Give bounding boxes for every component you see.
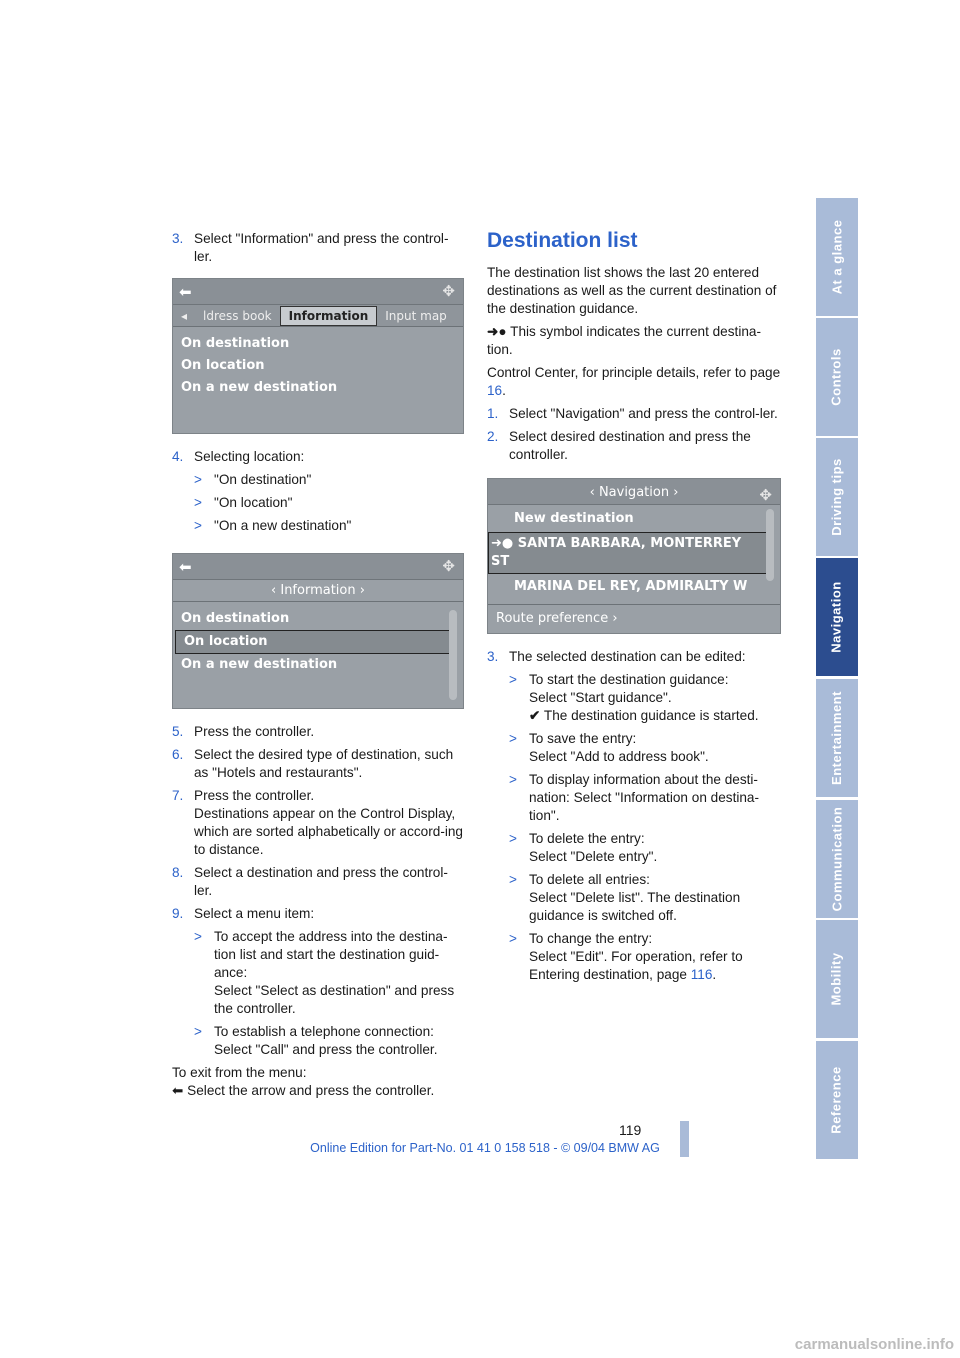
screen-scrollbar xyxy=(449,610,457,700)
chapter-tabs xyxy=(816,198,858,1160)
tab-driving-tips[interactable]: Driving tips xyxy=(816,438,858,556)
watermark: carmanualsonline.info xyxy=(794,1336,954,1353)
step-4: 4. Selecting location: > "On destination" > "On location" > "On a new destination" xyxy=(172,448,464,535)
section-heading: Destination list xyxy=(487,229,638,252)
screen-item: On a new destination xyxy=(181,657,338,672)
screen-tab-information: Information xyxy=(280,306,378,326)
screen-information-menu xyxy=(172,553,464,709)
sub-item: > To start the destination guidance: Select "Start guidance". ✔ The destination guidance is started. xyxy=(509,672,759,723)
tab-reference[interactable]: Reference xyxy=(816,1041,858,1159)
step-2: 2. Select desired destination and press the controller. xyxy=(487,429,751,462)
sub-item: > To delete all entries: Select "Delete list". The destination guidance is switched off. xyxy=(509,872,741,923)
tab-at-a-glance[interactable]: At a glance xyxy=(816,198,858,316)
chevron-left-icon: ◂ xyxy=(181,308,188,323)
screen-item-selected: ➜● SANTA BARBARA, MONTERREY ST xyxy=(488,532,772,574)
screen-item: Route preference › xyxy=(496,611,618,626)
step-1: 1. Select "Navigation" and press the control-ler. xyxy=(487,406,778,421)
screen-top-bar xyxy=(488,479,780,505)
tab-communication[interactable]: Communication xyxy=(816,800,858,918)
screen-item: On destination xyxy=(181,611,290,626)
sub-item: > To display information about the desti-nation: Select "Information on destina-tion". xyxy=(509,772,760,823)
back-arrow-icon: ⬅ xyxy=(172,1083,184,1098)
left-column xyxy=(172,230,464,1100)
footer-edition-note: Online Edition for Part-No. 01 41 0 158 518 - © 09/04 BMW AG xyxy=(310,1141,660,1155)
sub-item: > "On destination" xyxy=(194,472,312,487)
screen-item: On a new destination xyxy=(181,380,338,395)
exit-instructions: To exit from the menu: ⬅ Select the arrow and press the controller. xyxy=(172,1065,435,1098)
current-destination-icon: ➜● xyxy=(491,536,514,551)
current-destination-icon: ➜● xyxy=(487,324,507,339)
sub-item: > "On a new destination" xyxy=(194,518,352,533)
tab-controls[interactable]: Controls xyxy=(816,318,858,436)
symbol-paragraph: ➜● This symbol indicates the current destina-tion. xyxy=(487,324,761,357)
step-9: 9. Select a menu item: > To accept the address into the destina-tion list and start the destination guid-ance: Select "Select as destination" and press the controller. > To establish a telephone connection: Select "Call" and press the controller. xyxy=(172,905,464,1059)
screen-tab-input-map: Input map xyxy=(385,308,447,323)
back-arrow-icon: ⬅ xyxy=(179,558,192,576)
step-7: 7. Press the controller. Destinations appear on the Control Display, which are sorted alphabetically or accord-ing to distance. xyxy=(172,788,463,857)
step-8: 8. Select a destination and press the control-ler. xyxy=(172,865,448,898)
sub-item: > To change the entry: Select "Edit". For operation, refer to Entering destination, page 116. xyxy=(509,931,743,982)
step-5: 5. Press the controller. xyxy=(172,724,315,739)
screen-top-bar xyxy=(173,554,463,580)
screen-title: ‹ Information › xyxy=(173,580,463,602)
control-center-paragraph: Control Center, for principle details, refer to page 16. xyxy=(487,365,781,398)
screen-top-bar xyxy=(173,279,463,305)
sub-item: > To save the entry: Select "Add to address book". xyxy=(509,731,709,764)
sub-item: > To accept the address into the destina-tion list and start the destination guid-ance: Select "Select as destination" and press the controller. xyxy=(194,929,455,1016)
step-3-edit: 3. The selected destination can be edited: > To start the destination guidance: Select "Start guidance". ✔ The destination guidance is started. > To save the entry: Select "Add to address book". > To display information about the desti-nation: Select "Information on destina-tion". > To delete the entry: Select "Delete entry". > To delete all entries: Select "Delete list". The destination guidance is switched off. > To change the entry: Select "Edit". For operation, refer to Entering destination, page 116. xyxy=(487,648,783,984)
step-6: 6. Select the desired type of destination, such as "Hotels and restaurants". xyxy=(172,747,454,780)
step-3: 3. Select "Information" and press the control-ler. xyxy=(172,231,449,264)
intro-paragraph: The destination list shows the last 20 entered destinations as well as the current destination of the destination guidance. xyxy=(487,265,777,316)
screen-tab-bar xyxy=(173,305,463,327)
screen-item: MARINA DEL REY, ADMIRALTY W xyxy=(514,579,748,594)
screen-item-selected: On location xyxy=(175,630,451,654)
checkmark-icon: ✔ xyxy=(529,708,541,723)
sub-item: > To establish a telephone connection: Select "Call" and press the controller. xyxy=(194,1024,438,1057)
controller-icon: ✥ xyxy=(442,557,455,575)
sub-item: > "On location" xyxy=(194,495,293,510)
screen-item: New destination xyxy=(514,511,634,526)
screen-item: Arrow display › xyxy=(496,633,594,648)
sub-item: > To delete the entry: Select "Delete entry". xyxy=(509,831,658,864)
screen-navigation-list xyxy=(487,478,781,648)
controller-icon: ✥ xyxy=(759,486,772,504)
back-arrow-icon: ⬅ xyxy=(179,283,192,301)
controller-icon: ✥ xyxy=(442,282,455,300)
screen-item: On location xyxy=(181,358,265,373)
page-number: 119 xyxy=(619,1122,642,1138)
tab-entertainment[interactable]: Entertainment xyxy=(816,679,858,797)
screen-tab-address-book: ldress book xyxy=(203,308,272,323)
screen-information-tabs xyxy=(172,278,464,434)
page-link[interactable]: 16 xyxy=(487,383,503,398)
screen-scrollbar xyxy=(766,509,774,581)
page-link[interactable]: 116 xyxy=(690,967,713,982)
screen-item: On destination xyxy=(181,336,290,351)
tab-mobility[interactable]: Mobility xyxy=(816,920,858,1038)
right-column xyxy=(487,228,783,989)
screen-title: ‹ Navigation › xyxy=(589,485,679,500)
tab-navigation[interactable]: Navigation xyxy=(816,558,858,676)
